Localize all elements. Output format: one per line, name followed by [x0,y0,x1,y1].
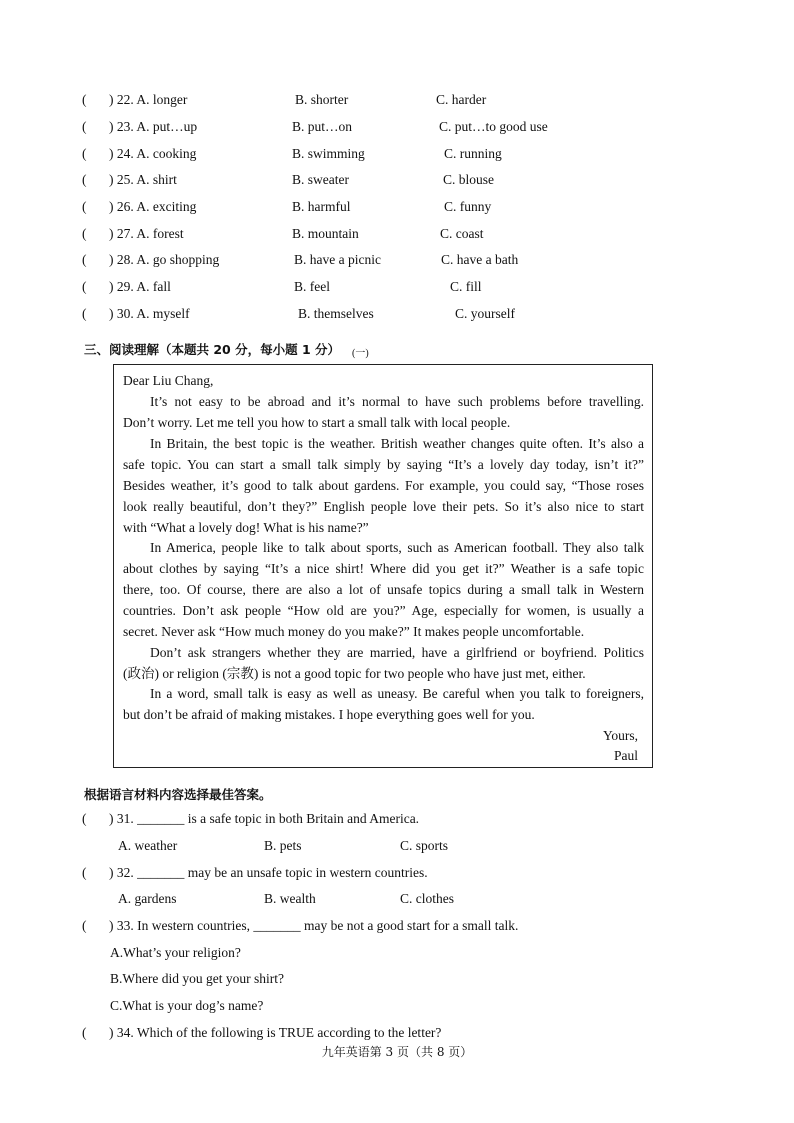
options-row [0,944,794,962]
question-stem [0,917,794,935]
answer-paren[interactable]: ( [82,146,87,161]
question-stem [0,864,794,882]
letter-line: secret. Never ask “How much money do you make?” It makes people uncomfortable. [123,624,585,639]
choice-row [0,91,794,109]
option-a: ) 28. A. go shopping [109,252,220,267]
letter-line: there, too. Of course, there are also a lot of unsafe topics during a small talk in Western [123,582,644,597]
question-text: ) 34. Which of the following is TRUE according to the letter? [109,1025,442,1040]
option-c: C. running [444,146,502,161]
option-b: B.Where did you get your shirt? [110,971,284,986]
option-b: B. feel [294,279,330,294]
option-a: ) 27. A. forest [109,226,184,241]
answer-paren[interactable]: ( [82,918,87,933]
answer-paren[interactable]: ( [82,279,87,294]
answer-paren[interactable]: ( [82,199,87,214]
option-c: C. fill [450,279,482,294]
option-a: A. gardens [118,891,177,906]
choice-row [0,118,794,136]
question-text: ) 31. _______ is a safe topic in both Britain and America. [109,811,420,826]
option-c: C. coast [440,226,484,241]
options-row [0,890,794,908]
option-b: B. swimming [292,146,365,161]
question-stem [0,810,794,828]
option-c: C. sports [400,838,449,853]
option-b: B. put…on [292,119,353,134]
option-b: B. wealth [264,891,316,906]
answer-paren[interactable]: ( [82,92,87,107]
choice-row [0,305,794,323]
letter-salutation: Dear Liu Chang, [123,373,214,388]
option-a: ) 30. A. myself [109,306,190,321]
answer-paren[interactable]: ( [82,172,87,187]
option-a: ) 22. A. longer [109,92,188,107]
option-b: B. harmful [292,199,351,214]
options-row [0,970,794,988]
letter-line: safe topic. You can start a small talk simply by saying “It’s a lovely day today, isn’t it?” [123,457,644,472]
answer-paren[interactable]: ( [82,1025,87,1040]
reading-passage-box [113,364,653,768]
letter-line: Don’t ask strangers whether they are married, have a girlfriend or boyfriend. Politics [150,645,644,660]
instruction-text: 根据语言材料内容选择最佳答案。 [84,787,272,802]
answer-paren[interactable]: ( [82,306,87,321]
letter-line: countries. Don’t ask people “How old are you?” Age, especially for women, is usually a [123,603,644,618]
option-b: B. pets [264,838,302,853]
answer-paren[interactable]: ( [82,252,87,267]
question-text: ) 33. In western countries, _______ may be not a good start for a small talk. [109,918,519,933]
answer-paren[interactable]: ( [82,226,87,241]
option-a: A.What’s your religion? [110,945,241,960]
question-stem [0,1024,794,1042]
options-row [0,837,794,855]
option-c: C.What is your dog’s name? [110,998,264,1013]
option-c: C. clothes [400,891,454,906]
letter-line: about clothes by saying “It’s a nice shirt! Where did you get it?” Weather is a safe topic [123,561,644,576]
option-c: C. harder [436,92,487,107]
answer-paren[interactable]: ( [82,811,87,826]
letter-line: (政治) or religion (宗教) is not a good topic for two people who have just met, either. [123,666,586,681]
choice-row [0,145,794,163]
options-row [0,997,794,1015]
option-b: B. shorter [295,92,349,107]
option-c: C. put…to good use [439,119,548,134]
option-a: ) 26. A. exciting [109,199,197,214]
option-b: B. sweater [292,172,349,187]
letter-line: In Britain, the best topic is the weather. British weather changes quite often. It’s also a [150,436,644,451]
option-a: ) 24. A. cooking [109,146,197,161]
answer-paren[interactable]: ( [82,865,87,880]
option-c: C. blouse [443,172,495,187]
letter-line: with “What a lovely dog! What is his name?” [123,520,369,535]
letter-line: Besides weather, it’s good to talk about gardens. For example, you could say, “Those roses [123,478,644,493]
letter-line: In a word, small talk is easy as well as uneasy. Be careful when you talk to foreigners, [150,686,644,701]
choice-row [0,278,794,296]
page-footer: 九年英语第 3 页（共 8 页） [321,1045,473,1059]
passage-marker: (一) [352,348,369,359]
letter-line: Don’t worry. Let me tell you how to start a small talk with local people. [123,415,511,430]
option-a: ) 29. A. fall [109,279,171,294]
letter-line: look really beautiful, don’t they?” English people love their pets. So it’s also nice to start [123,499,644,514]
letter-line: It’s not easy to be abroad and it’s normal to have such problems before travelling. [150,394,644,409]
option-b: B. themselves [298,306,374,321]
letter-closing: Yours, [602,728,638,743]
letter-line: but don’t be afraid of making mistakes. I hope everything goes well for you. [123,707,535,722]
question-text: ) 32. _______ may be an unsafe topic in western countries. [109,865,428,880]
choice-row [0,251,794,269]
option-c: C. funny [444,199,492,214]
section-title: 三、阅读理解（本题共 20 分，每小题 1 分） [84,342,341,357]
choice-row [0,171,794,189]
option-b: B. mountain [292,226,359,241]
letter-line: In America, people like to talk about sports, such as American football. They also talk [150,540,644,555]
choice-row [0,198,794,216]
option-b: B. have a picnic [294,252,381,267]
option-c: C. yourself [455,306,515,321]
choice-row [0,225,794,243]
answer-paren[interactable]: ( [82,119,87,134]
option-a: A. weather [118,838,178,853]
option-c: C. have a bath [441,252,519,267]
option-a: ) 25. A. shirt [109,172,177,187]
letter-signature: Paul [613,748,638,763]
option-a: ) 23. A. put…up [109,119,198,134]
